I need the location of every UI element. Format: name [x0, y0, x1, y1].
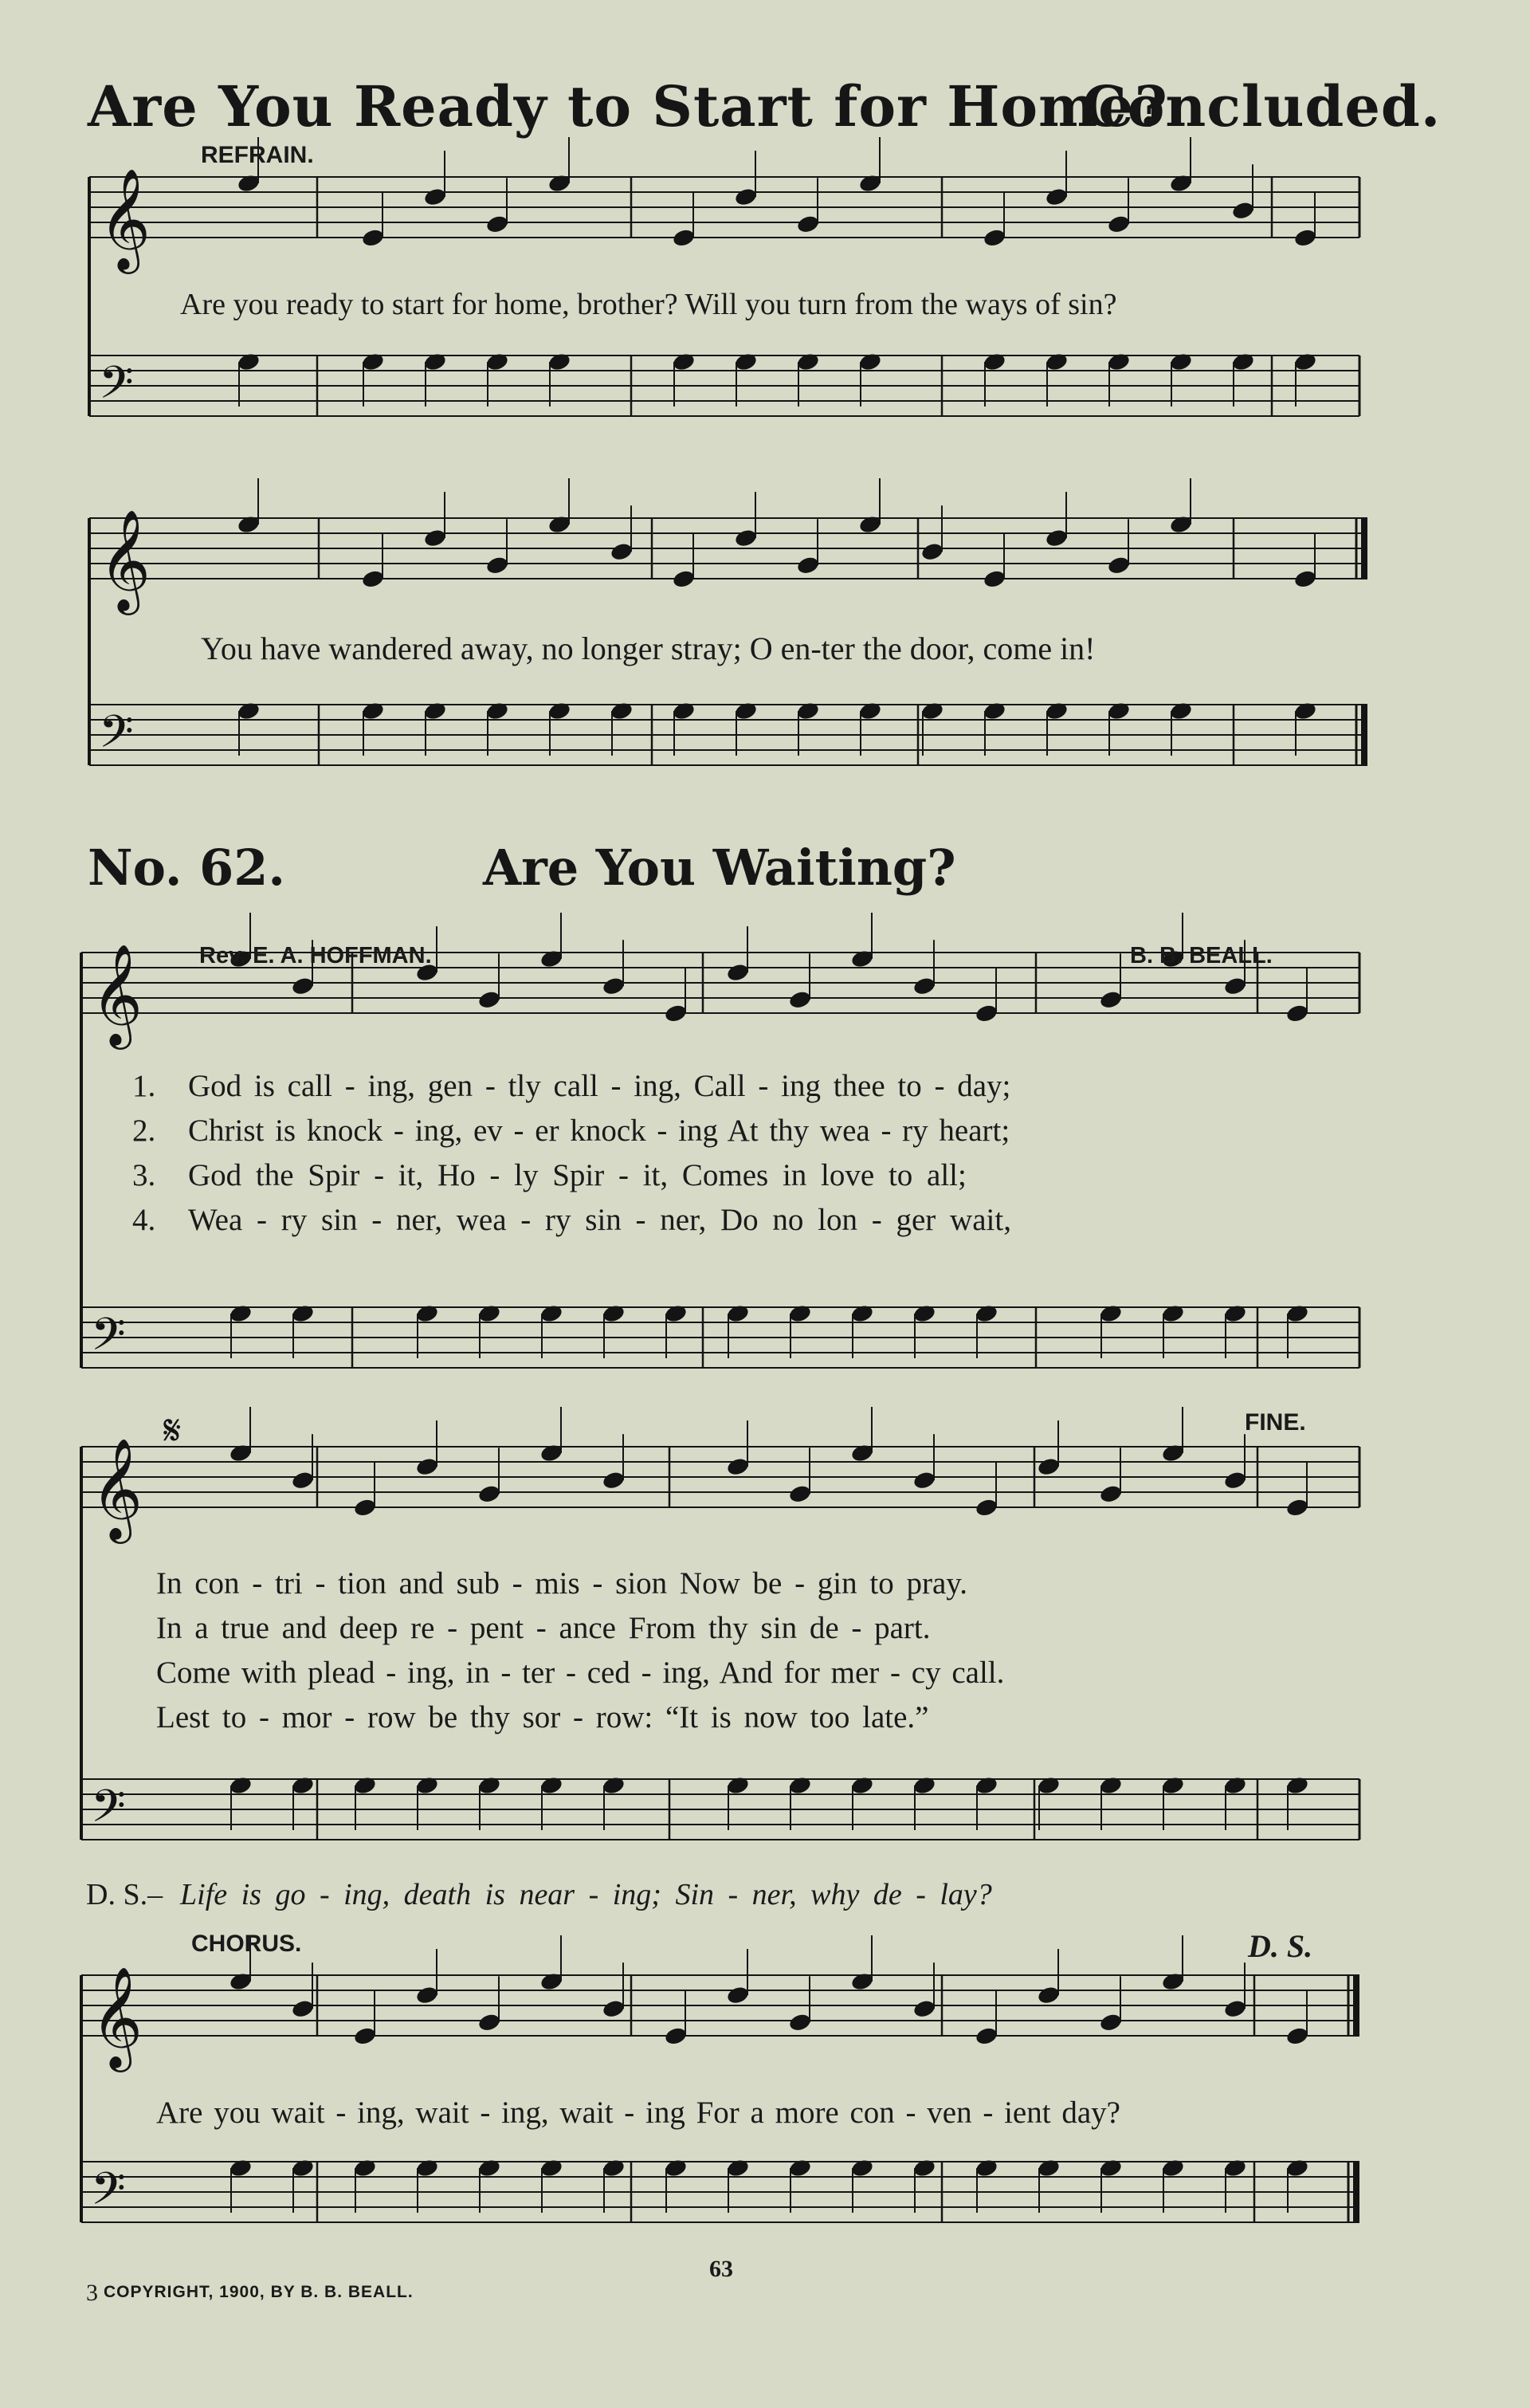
- notehead: [477, 1483, 502, 1504]
- notehead: [1293, 227, 1318, 248]
- notehead: [1037, 1775, 1061, 1796]
- notehead: [237, 173, 261, 194]
- notehead: [975, 1497, 999, 1518]
- verse-number: 3.: [132, 1158, 156, 1192]
- verse-2-line-b: In a true and deep re - pent - ance From thy sin de - part.: [156, 1611, 931, 1645]
- notehead: [1107, 555, 1132, 575]
- notehead: [1223, 1775, 1248, 1796]
- notehead: [1169, 701, 1194, 721]
- notehead: [858, 514, 883, 535]
- notehead: [229, 2158, 253, 2178]
- verse-1-line-b: In con - tri - tion and sub - mis - sion Now be - gin to pray.: [156, 1566, 967, 1601]
- notehead: [734, 187, 759, 207]
- notehead: [237, 514, 261, 535]
- notehead: [602, 976, 626, 996]
- notehead: [726, 2158, 751, 2178]
- notehead: [1045, 352, 1069, 372]
- notehead: [1223, 1998, 1248, 2019]
- notehead: [229, 1971, 253, 1992]
- notehead: [1169, 352, 1194, 372]
- notehead: [1293, 352, 1318, 372]
- notehead: [291, 1775, 316, 1796]
- notehead: [975, 1775, 999, 1796]
- notehead: [1293, 701, 1318, 721]
- notehead: [539, 1775, 564, 1796]
- hymn-number: No. 62.: [88, 839, 285, 897]
- notehead: [602, 2158, 626, 2178]
- notehead: [983, 227, 1007, 248]
- notehead: [1161, 1775, 1186, 1796]
- notehead: [726, 1303, 751, 1324]
- notehead: [850, 1971, 875, 1992]
- treble-clef-icon: 𝄞: [99, 509, 151, 611]
- notehead: [1099, 1775, 1124, 1796]
- notehead: [485, 555, 510, 575]
- treble-clef-icon: 𝄞: [99, 167, 151, 269]
- notehead: [788, 1483, 813, 1504]
- notehead: [610, 701, 634, 721]
- notehead: [850, 1303, 875, 1324]
- signature-mark: 3: [86, 2280, 98, 2306]
- notehead: [1161, 2158, 1186, 2178]
- verse-number: 1.: [132, 1069, 156, 1103]
- notehead: [1223, 1470, 1248, 1491]
- notehead: [423, 528, 448, 548]
- notehead: [1231, 352, 1256, 372]
- notehead: [539, 1443, 564, 1463]
- notehead: [912, 1775, 937, 1796]
- refrain-label: REFRAIN.: [201, 142, 314, 168]
- notehead: [1107, 352, 1132, 372]
- notehead: [1285, 1303, 1310, 1324]
- notehead: [229, 1775, 253, 1796]
- notehead: [858, 352, 883, 372]
- final-barline: [1361, 518, 1367, 579]
- notehead: [788, 2012, 813, 2033]
- verse-number: 4.: [132, 1203, 156, 1237]
- notehead: [912, 1303, 937, 1324]
- verse-3-line-b: Come with plead - ing, in - ter - ced - ing, And for mer - cy call.: [156, 1656, 1005, 1690]
- notehead: [1037, 1985, 1061, 2005]
- notehead: [726, 962, 751, 983]
- notehead: [361, 568, 386, 589]
- notehead: [1169, 514, 1194, 535]
- notehead: [726, 1456, 751, 1477]
- notehead: [734, 701, 759, 721]
- copyright-notice: COPYRIGHT, 1900, BY B. B. BEALL.: [104, 2283, 414, 2301]
- notehead: [291, 1470, 316, 1491]
- notehead: [672, 227, 696, 248]
- treble-clef-icon: 𝄞: [91, 943, 143, 1045]
- notehead: [291, 976, 316, 996]
- notehead: [477, 1303, 502, 1324]
- notehead: [485, 701, 510, 721]
- notehead: [983, 568, 1007, 589]
- notehead: [788, 1303, 813, 1324]
- notehead: [850, 2158, 875, 2178]
- notehead: [602, 1470, 626, 1491]
- notehead: [1223, 2158, 1248, 2178]
- notehead: [1285, 2025, 1310, 2046]
- notehead: [983, 701, 1007, 721]
- notehead: [539, 949, 564, 969]
- notehead: [734, 528, 759, 548]
- notehead: [415, 1303, 440, 1324]
- notehead: [1223, 1303, 1248, 1324]
- concluded-label: Concluded.: [1082, 73, 1442, 139]
- notehead: [1045, 701, 1069, 721]
- notehead: [1223, 976, 1248, 996]
- notehead: [726, 1775, 751, 1796]
- hymn-title: Are You Waiting?: [483, 839, 956, 897]
- verse-4-line-b: Lest to - mor - row be thy sor - row: “It is now too late.”: [156, 1700, 929, 1734]
- refrain-lyric-line-2: You have wandered away, no longer stray; O en-ter the door, come in!: [201, 630, 1096, 666]
- notehead: [975, 2158, 999, 2178]
- notehead: [672, 701, 696, 721]
- fine-marking: FINE.: [1245, 1409, 1306, 1436]
- notehead: [477, 989, 502, 1010]
- notehead: [477, 1775, 502, 1796]
- notehead: [1285, 1003, 1310, 1023]
- notehead: [353, 1497, 378, 1518]
- notehead: [788, 2158, 813, 2178]
- notehead: [477, 2158, 502, 2178]
- notehead: [983, 352, 1007, 372]
- treble-clef-icon: 𝄞: [91, 1966, 143, 2068]
- notehead: [664, 1303, 688, 1324]
- composer-credit: B. B. BEALL.: [1130, 943, 1273, 968]
- notehead: [1293, 568, 1318, 589]
- notehead: [1045, 528, 1069, 548]
- notehead: [975, 1003, 999, 1023]
- notehead: [975, 2025, 999, 2046]
- notehead: [353, 2025, 378, 2046]
- notehead: [1285, 1497, 1310, 1518]
- lyricist-credit: Rev. E. A. HOFFMAN.: [199, 943, 432, 968]
- final-barline: [1353, 2162, 1359, 2222]
- notehead: [1037, 1456, 1061, 1477]
- notehead: [1045, 187, 1069, 207]
- notehead: [423, 187, 448, 207]
- notehead: [796, 214, 821, 234]
- verse-2-line-a: Christ is knock - ing, ev - er knock - ing At thy wea - ry heart;: [188, 1114, 1010, 1148]
- notehead: [664, 2158, 688, 2178]
- notehead: [912, 1470, 937, 1491]
- notehead: [539, 1971, 564, 1992]
- notehead: [1099, 2158, 1124, 2178]
- notehead: [734, 352, 759, 372]
- notehead: [1099, 1303, 1124, 1324]
- ds-prefix: D. S.–: [86, 1878, 163, 1911]
- notehead: [912, 1998, 937, 2019]
- treble-clef-icon: 𝄞: [91, 1437, 143, 1539]
- notehead: [1161, 1303, 1186, 1324]
- notehead: [975, 1303, 999, 1324]
- notehead: [920, 701, 945, 721]
- bass-clef-icon: 𝄢: [99, 706, 134, 769]
- final-barline: [1353, 1975, 1359, 2036]
- verse-4-line-a: Wea - ry sin - ner, wea - ry sin - ner, Do no lon - ger wait,: [188, 1203, 1011, 1237]
- notehead: [788, 1775, 813, 1796]
- notehead: [291, 1303, 316, 1324]
- notehead: [237, 352, 261, 372]
- ds-lyric: Life is go - ing, death is near - ing; Sin - ner, why de - lay?: [180, 1878, 992, 1911]
- notehead: [229, 1443, 253, 1463]
- notehead: [664, 1003, 688, 1023]
- ds-marking: D. S.: [1248, 1928, 1313, 1964]
- notehead: [361, 352, 386, 372]
- notehead: [796, 352, 821, 372]
- notehead: [858, 701, 883, 721]
- notehead: [850, 1775, 875, 1796]
- notehead: [788, 989, 813, 1010]
- notehead: [1099, 2012, 1124, 2033]
- notehead: [1161, 1971, 1186, 1992]
- verse-1-line-a: God is call - ing, gen - tly call - ing, Call - ing thee to - day;: [188, 1069, 1011, 1103]
- song-title-concluded: Are You Ready to Start for Home?: [88, 73, 1168, 139]
- notehead: [477, 2012, 502, 2033]
- notehead: [602, 1775, 626, 1796]
- notehead: [361, 227, 386, 248]
- notehead: [423, 352, 448, 372]
- notehead: [858, 173, 883, 194]
- final-barline: [1361, 705, 1367, 765]
- notehead: [796, 555, 821, 575]
- notehead: [229, 1303, 253, 1324]
- notehead: [353, 1775, 378, 1796]
- chorus-lyric: Are you wait - ing, wait - ing, wait - ing For a more con - ven - ient day?: [156, 2096, 1120, 2130]
- bass-clef-icon: 𝄢: [91, 1309, 126, 1372]
- bass-clef-icon: 𝄢: [91, 2163, 126, 2226]
- notehead: [672, 568, 696, 589]
- notehead: [1285, 1775, 1310, 1796]
- notehead: [1107, 214, 1132, 234]
- notehead: [664, 2025, 688, 2046]
- notehead: [353, 2158, 378, 2178]
- notehead: [547, 173, 572, 194]
- notehead: [796, 701, 821, 721]
- notehead: [1037, 2158, 1061, 2178]
- notehead: [423, 701, 448, 721]
- notehead: [415, 1775, 440, 1796]
- notehead: [672, 352, 696, 372]
- notehead: [920, 541, 945, 562]
- notehead: [1285, 2158, 1310, 2178]
- notehead: [602, 1303, 626, 1324]
- verse-3-line-a: God the Spir - it, Ho - ly Spir - it, Comes in love to all;: [188, 1158, 967, 1192]
- notehead: [1099, 1483, 1124, 1504]
- notehead: [415, 1985, 440, 2005]
- notehead: [547, 701, 572, 721]
- notehead: [415, 2158, 440, 2178]
- notehead: [1231, 200, 1256, 221]
- notehead: [850, 949, 875, 969]
- bass-clef-icon: 𝄢: [99, 357, 134, 420]
- refrain-lyric-line-1: Are you ready to start for home, brother? Will you turn from the ways of sin?: [180, 288, 1117, 321]
- notehead: [539, 1303, 564, 1324]
- notehead: [539, 2158, 564, 2178]
- notehead: [237, 701, 261, 721]
- notehead: [912, 2158, 937, 2178]
- notehead: [1099, 989, 1124, 1010]
- bass-clef-icon: 𝄢: [91, 1781, 126, 1844]
- notehead: [485, 352, 510, 372]
- notehead: [361, 701, 386, 721]
- notehead: [726, 1985, 751, 2005]
- notehead: [547, 514, 572, 535]
- notehead: [1169, 173, 1194, 194]
- notehead: [547, 352, 572, 372]
- notehead: [912, 976, 937, 996]
- notehead: [291, 2158, 316, 2178]
- segno-icon: 𝄋: [163, 1407, 182, 1455]
- notehead: [291, 1998, 316, 2019]
- notehead: [602, 1998, 626, 2019]
- notehead: [1107, 701, 1132, 721]
- page-number: 63: [709, 2256, 733, 2282]
- chorus-label: CHORUS.: [191, 1931, 302, 1957]
- notehead: [610, 541, 634, 562]
- verse-number: 2.: [132, 1114, 156, 1148]
- notehead: [415, 1456, 440, 1477]
- notehead: [1161, 1443, 1186, 1463]
- notehead: [850, 1443, 875, 1463]
- notehead: [485, 214, 510, 234]
